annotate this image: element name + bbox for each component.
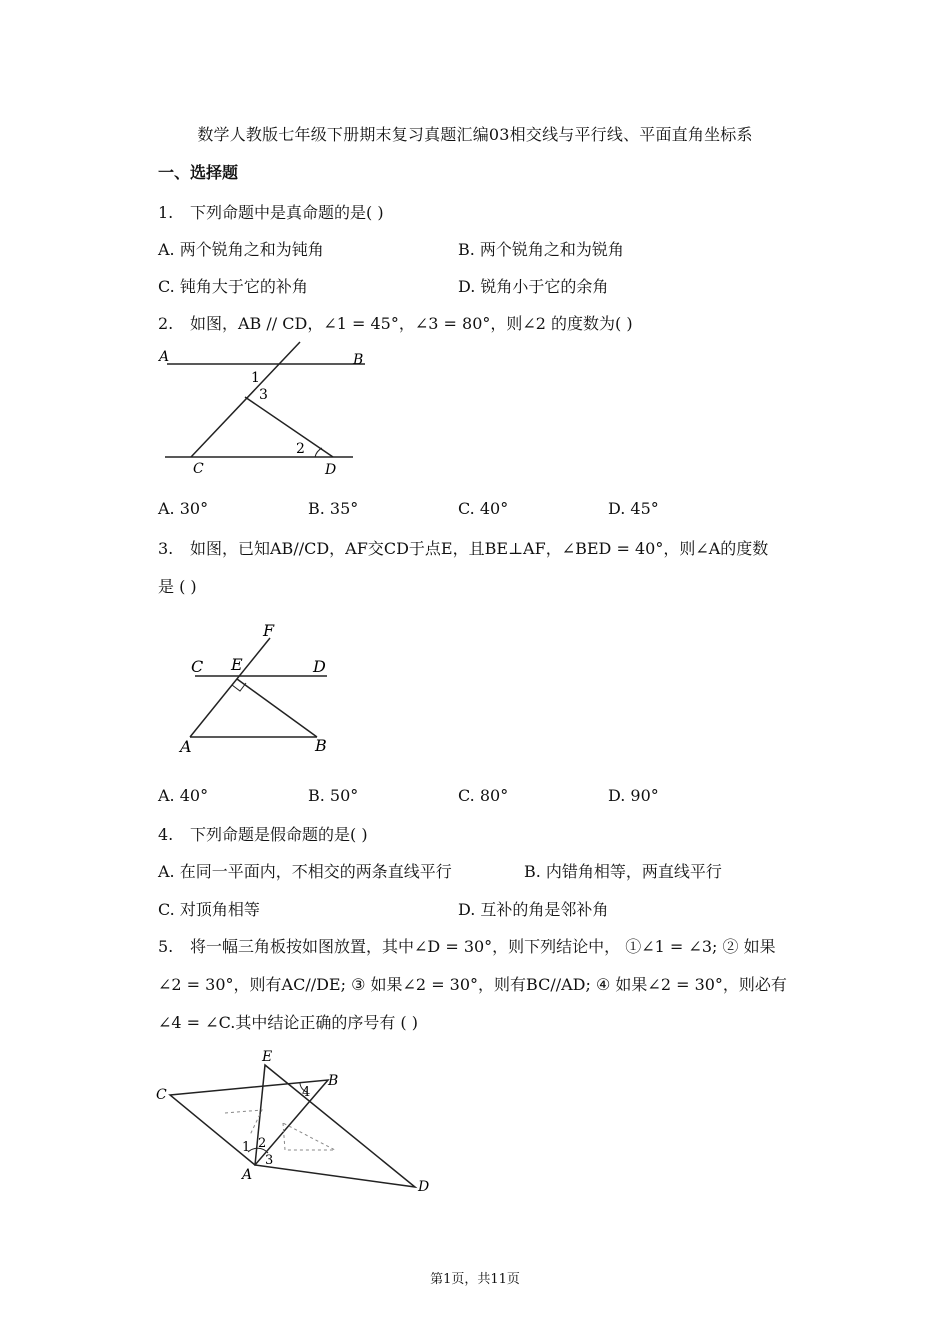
question-stem: 将一幅三角板按如图放置，其中∠D = 30°，则下列结论中， ①∠1 = ∠3; ② 如果 xyxy=(190,937,776,956)
question-stem: 如图，已知AB//CD，AF交CD于点E，且BE⊥AF，∠BED = 40°，则∠A的度数 xyxy=(190,539,769,558)
option-a: A. 40° xyxy=(158,786,209,805)
label-a: A xyxy=(159,349,170,365)
question-5-line-1 xyxy=(158,934,776,957)
question-2 xyxy=(158,311,633,334)
option-a: A. 30° xyxy=(158,499,209,518)
label-c: C xyxy=(193,461,204,477)
option-c: C. 80° xyxy=(458,786,509,805)
option-d: D. 90° xyxy=(608,786,659,805)
question-number: 4. xyxy=(158,825,174,844)
segment-to-d xyxy=(245,397,333,457)
option-c: C. 40° xyxy=(458,499,509,518)
label-b: B xyxy=(315,736,327,755)
option-b: B. 内错角相等，两直线平行 xyxy=(524,862,722,881)
label-angle-2: 2 xyxy=(296,441,305,457)
label-e: E xyxy=(231,655,243,674)
option-c: C. 钝角大于它的补角 xyxy=(158,277,308,296)
segment-be xyxy=(237,679,317,737)
label-e: E xyxy=(262,1049,273,1065)
option-b: B. 35° xyxy=(308,499,359,518)
question-number: 5. xyxy=(158,937,174,956)
figure-q5 xyxy=(150,1045,440,1195)
question-stem: 下列命题是假命题的是( ) xyxy=(190,825,368,844)
option-d: D. 锐角小于它的余角 xyxy=(458,277,609,296)
section-heading: 一、选择题 xyxy=(158,163,239,182)
transversal xyxy=(191,342,300,457)
label-b: B xyxy=(353,352,364,368)
question-5-line-3: ∠4 = ∠C.其中结论正确的序号有 ( ) xyxy=(158,1013,418,1032)
label-angle-4: 4 xyxy=(302,1085,311,1100)
label-b: B xyxy=(328,1073,339,1089)
question-number: 3. xyxy=(158,539,174,558)
figure-q3 xyxy=(175,620,345,760)
question-number: 1. xyxy=(158,203,174,222)
option-a: A. 在同一平面内，不相交的两条直线平行 xyxy=(158,862,452,881)
ghost-triangle-right xyxy=(283,1123,335,1150)
label-a: A xyxy=(242,1167,253,1183)
label-angle-3: 3 xyxy=(265,1153,274,1168)
label-c: C xyxy=(191,657,204,676)
question-number: 2. xyxy=(158,314,174,333)
label-d: D xyxy=(325,462,337,478)
option-b: B. 50° xyxy=(308,786,359,805)
figure-q2 xyxy=(155,340,370,480)
question-3-line-1 xyxy=(158,536,768,559)
page-footer: 第1页，共11页 xyxy=(430,1272,520,1287)
label-c: C xyxy=(156,1087,167,1103)
label-angle-1: 1 xyxy=(251,370,260,386)
question-stem: 下列命题中是真命题的是( ) xyxy=(190,203,384,222)
label-f: F xyxy=(263,621,275,640)
option-a: A. 两个锐角之和为钝角 xyxy=(158,240,324,259)
option-b: B. 两个锐角之和为锐角 xyxy=(458,240,624,259)
ghost-triangle-left xyxy=(225,1110,262,1135)
label-angle-1: 1 xyxy=(242,1140,251,1155)
label-angle-3: 3 xyxy=(259,387,268,403)
label-d: D xyxy=(313,657,326,676)
line-af xyxy=(190,638,270,737)
question-5-line-2: ∠2 = 30°，则有AC//DE; ③ 如果∠2 = 30°，则有BC//AD; ④ 如果∠2 = 30°，则必有 xyxy=(158,975,787,994)
page-title: 数学人教版七年级下册期末复习真题汇编03相交线与平行线、平面直角坐标系 xyxy=(197,125,753,144)
option-c: C. 对顶角相等 xyxy=(158,900,260,919)
question-3-line-2: 是 ( ) xyxy=(158,577,197,596)
label-d: D xyxy=(418,1179,430,1195)
question-1 xyxy=(158,200,384,223)
label-angle-2: 2 xyxy=(258,1136,267,1151)
question-4 xyxy=(158,822,368,845)
question-stem: 如图，AB // CD，∠1 = 45°，∠3 = 80°，则∠2 的度数为( ) xyxy=(190,314,633,333)
label-a: A xyxy=(180,737,192,756)
option-d: D. 互补的角是邻补角 xyxy=(458,900,609,919)
option-d: D. 45° xyxy=(608,499,659,518)
